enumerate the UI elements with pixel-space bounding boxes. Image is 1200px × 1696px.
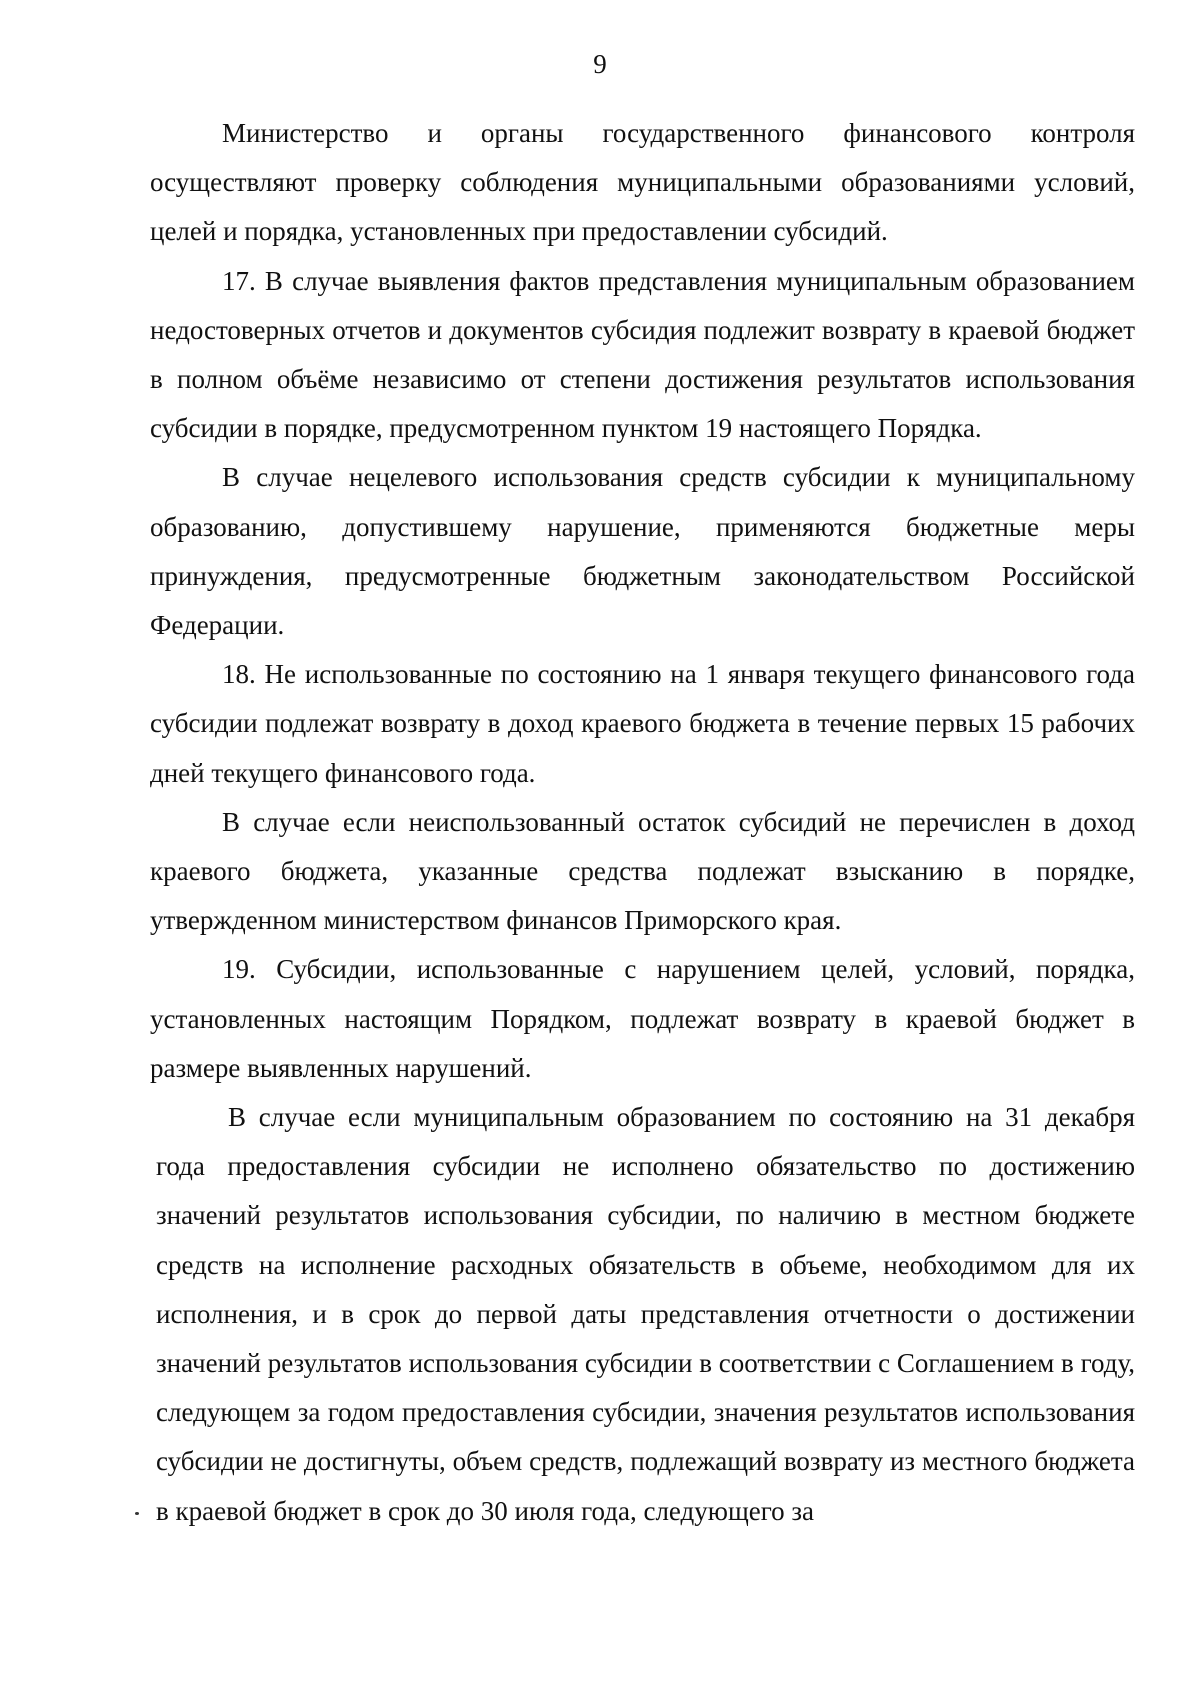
paragraph-unused-balance: В случае если неиспользованный остаток субсидий не перечислен в доход краевого бюджета, указанные средства подлежат взысканию в порядке, утвержденном министерством финансов Приморского края. <box>150 806 1135 936</box>
paragraph-results-not-achieved: В случае если муниципальным образованием по состоянию на 31 декабря года предоставления субсидии не исполнено обязательство по достижению значений результатов использования субсидии, по наличию в местном бюджете средств на исполнение расходных обязательств в объеме, необходимом для их исполнения, и в срок до первой даты представления отчетности о достижении значений результатов использования субсидии в соответствии с Соглашением в году, следующем за годом предоставления субсидии, значения результатов использования субсидии не достигнуты, объем средств, подлежащий возврату из местного бюджета в краевой бюджет в срок до 30 июля года, следующего за <box>156 1102 1135 1526</box>
paragraph-19: 19. Субсидии, использованные с нарушением целей, условий, порядка, установленных настоящим Порядком, подлежат возврату в краевой бюджет в размере выявленных нарушений. <box>150 954 1135 1083</box>
document-body <box>150 109 1135 1536</box>
paragraph-18: 18. Не использованные по состоянию на 1 января текущего финансового года субсидии подлежат возврату в доход краевого бюджета в течение первых 15 рабочих дней текущего финансового года. <box>150 659 1135 788</box>
page-number: 9 <box>593 49 607 79</box>
scan-artifact-dot <box>135 1512 139 1515</box>
paragraph-misuse: В случае нецелевого использования средств субсидии к муниципальному образованию, допустившему нарушение, применяются бюджетные меры принуждения, предусмотренные бюджетным законодательством Российской Федерации. <box>150 462 1135 641</box>
paragraph-17: 17. В случае выявления фактов представления муниципальным образованием недостоверных отчетов и документов субсидия подлежит возврату в краевой бюджет в полном объёме независимо от степени достижения результатов использования субсидии в порядке, предусмотренном пунктом 19 настоящего Порядка. <box>150 265 1135 444</box>
paragraph-control: Министерство и органы государственного финансового контроля осуществляют проверку соблюдения муниципальными образованиями условий, целей и порядка, установленных при предоставлении субсидий. <box>150 118 1135 247</box>
